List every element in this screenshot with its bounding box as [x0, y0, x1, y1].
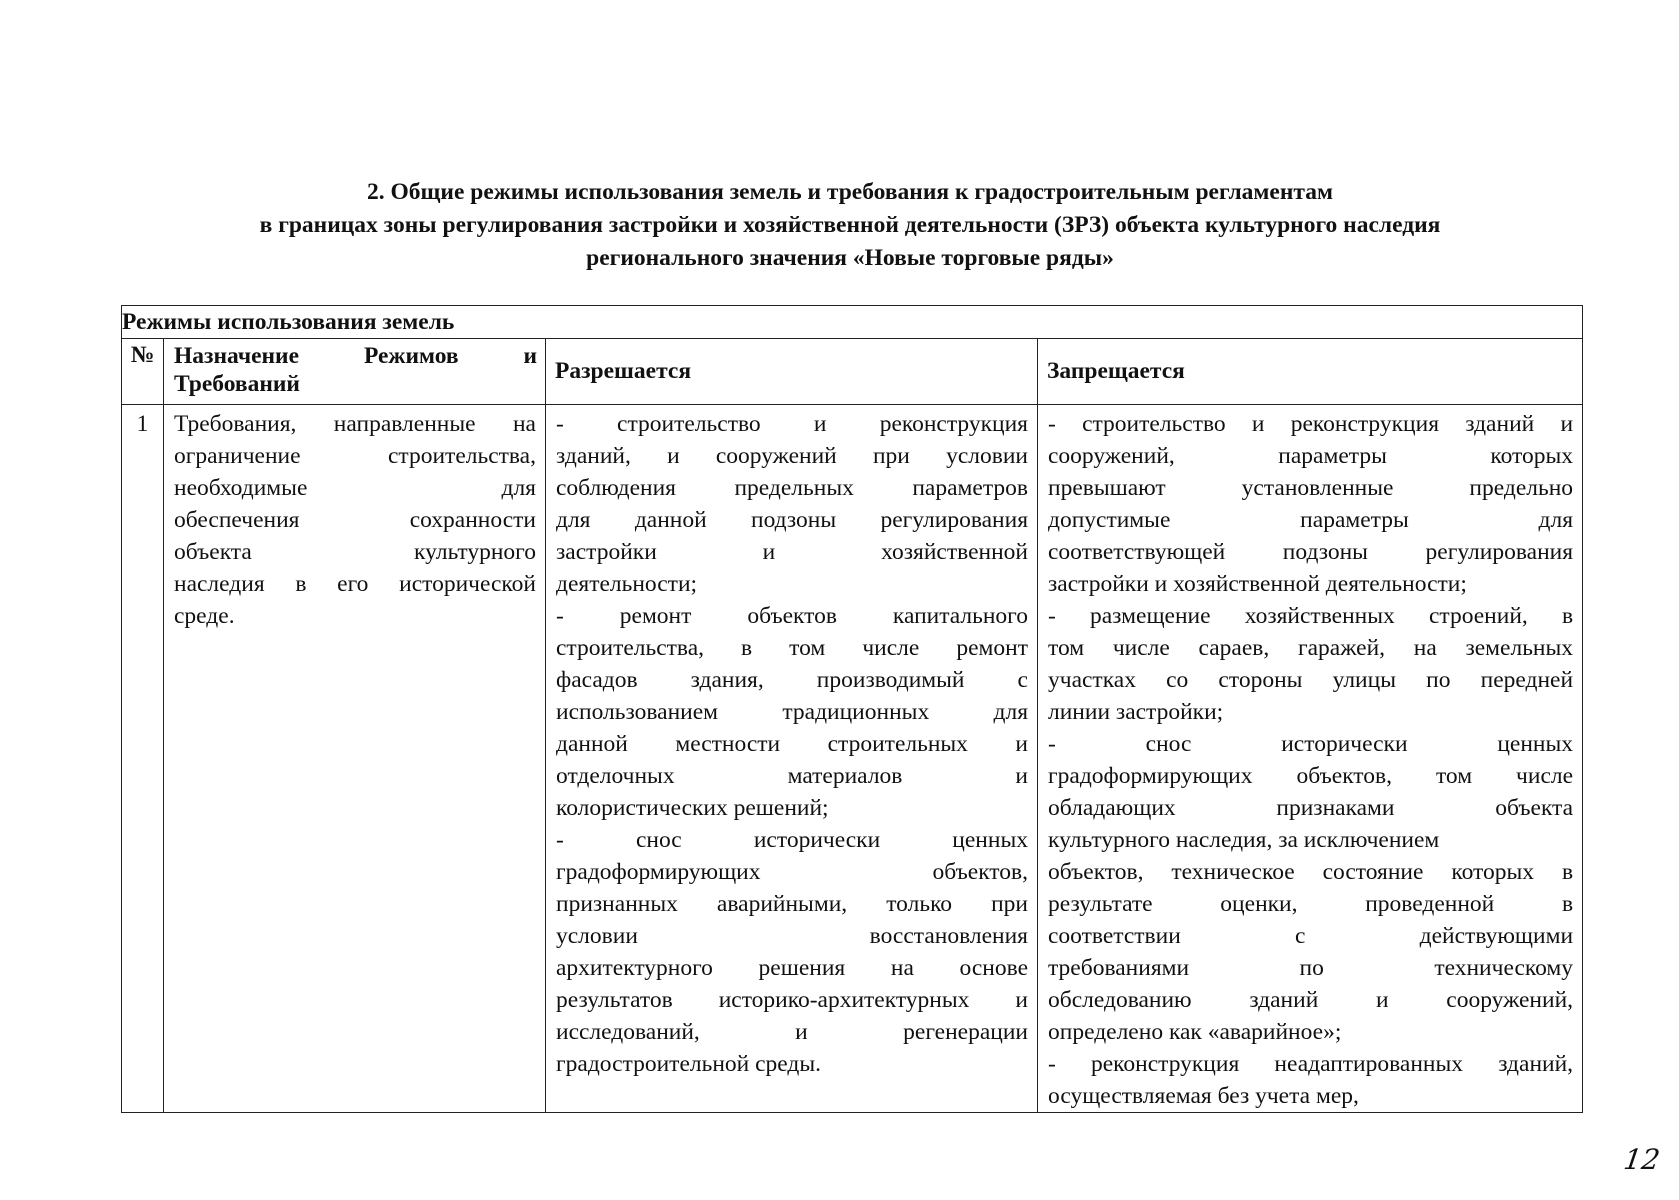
forbidden-cell	[1038, 405, 1583, 1113]
text-line: для данной подзоны регулирования	[556, 507, 1028, 533]
text-line: архитектурного решения на основе	[556, 955, 1028, 981]
text-line: результатов историко-архитектурных и	[556, 987, 1028, 1013]
text-line: ограничение строительства,	[174, 443, 536, 469]
text-line: объектов, техническое состояние которых в	[1048, 859, 1574, 885]
text-line: исследований, и регенерации	[556, 1019, 1028, 1045]
allowed-cell	[546, 405, 1038, 1113]
text-line: том числе сараев, гаражей, на земельных	[1048, 635, 1574, 661]
text-line: линии застройки;	[1048, 699, 1224, 725]
text-line: - ремонт объектов капитального	[556, 603, 1028, 629]
text-line: - реконструкция неадаптированных зданий,	[1048, 1051, 1574, 1077]
text-line: соблюдения предельных параметров	[556, 475, 1028, 501]
text-line: требованиями по техническому	[1048, 955, 1574, 981]
text-line: наследия в его исторической	[174, 571, 536, 597]
text-line: объекта культурного	[174, 539, 536, 565]
text-line: участках со стороны улицы по передней	[1048, 667, 1574, 693]
forbidden-text	[1038, 405, 1582, 1112]
text-line: зданий, и сооружений при условии	[556, 443, 1028, 469]
purpose-cell	[164, 405, 546, 1113]
section-title-row	[122, 306, 1583, 339]
text-line: признанных аварийными, только при	[556, 891, 1028, 917]
text-line: сооружений, параметры которых	[1048, 443, 1574, 469]
text-line: градостроительной среды.	[556, 1051, 822, 1077]
header-purpose-line-2: Требований	[174, 371, 300, 397]
title-line-2: в границах зоны регулирования застройки и хозяйственной деятельности (ЗРЗ) объекта культурного наследия	[259, 212, 1441, 238]
text-line: обеспечения сохранности	[174, 507, 536, 533]
header-purpose-word-1: Назначение	[174, 343, 300, 369]
text-line: деятельности;	[556, 571, 698, 597]
text-line: - размещение хозяйственных строений, в	[1048, 603, 1574, 629]
text-line: осуществляемая без учета мер,	[1048, 1083, 1359, 1109]
text-line: - строительство и реконструкция	[556, 411, 1028, 437]
text-line: определено как «аварийное»;	[1048, 1019, 1342, 1045]
header-purpose-word-3: и	[523, 343, 537, 369]
text-line: градоформирующих объектов, том числе	[1048, 763, 1574, 789]
text-line: колористических решений;	[556, 795, 829, 821]
header-purpose-word-2: Режимов	[363, 343, 459, 369]
text-line: культурного наследия, за исключением	[1048, 827, 1440, 853]
text-line: данной местности строительных и	[556, 731, 1028, 757]
text-line: - снос исторически ценных	[556, 827, 1028, 853]
text-line: результате оценки, проведенной в	[1048, 891, 1574, 917]
text-line: обследованию зданий и сооружений,	[1048, 987, 1574, 1013]
text-line: застройки и хозяйственной	[556, 539, 1028, 565]
section-title: Режимы использования земель	[122, 306, 1583, 339]
text-line: застройки и хозяйственной деятельности;	[1048, 571, 1467, 597]
text-line: среде.	[174, 603, 235, 629]
header-row	[122, 339, 1583, 405]
text-line: фасадов здания, производимый с	[556, 667, 1028, 693]
table-row	[122, 405, 1583, 1113]
text-line: соответствующей подзоны регулирования	[1048, 539, 1574, 565]
document-title	[120, 176, 1580, 275]
text-line: градоформирующих объектов,	[556, 859, 1028, 885]
text-line: обладающих признаками объекта	[1048, 795, 1574, 821]
title-line-3: регионального значения «Новые торговые ряды»	[586, 245, 1114, 271]
page-number: 12	[1621, 1143, 1662, 1176]
header-forbidden: Запрещается	[1038, 339, 1583, 405]
text-line: Требования, направленные на	[174, 411, 536, 437]
text-line: допустимые параметры для	[1048, 507, 1574, 533]
text-line: - снос исторически ценных	[1048, 731, 1574, 757]
text-line: - строительство и реконструкция зданий и	[1048, 411, 1574, 437]
header-allowed: Разрешается	[546, 339, 1038, 405]
title-line-1: 2. Общие режимы использования земель и требования к градостроительным регламентам	[367, 179, 1333, 205]
text-line: использованием традиционных для	[556, 699, 1028, 725]
text-line: условии восстановления	[556, 923, 1028, 949]
row-number: 1	[122, 405, 164, 1113]
header-number: №	[122, 339, 164, 405]
allowed-text	[546, 405, 1037, 1080]
text-line: строительства, в том числе ремонт	[556, 635, 1028, 661]
text-line: превышают установленные предельно	[1048, 475, 1574, 501]
header-purpose	[164, 339, 546, 405]
purpose-text	[164, 405, 545, 632]
text-line: необходимые для	[174, 475, 536, 501]
text-line: отделочных материалов и	[556, 763, 1028, 789]
text-line: соответствии с действующими	[1048, 923, 1574, 949]
land-use-regimes-table	[121, 305, 1583, 1113]
